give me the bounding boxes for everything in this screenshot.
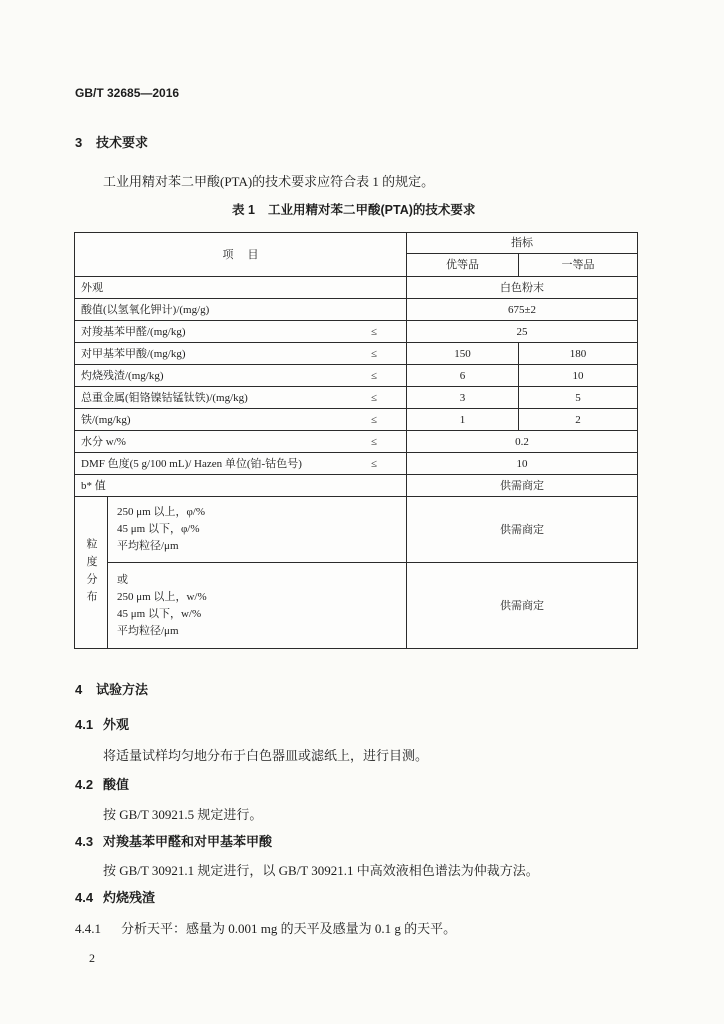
section-4-number: 4 xyxy=(75,682,83,697)
particle-size-line: 45 μm 以下，φ/% xyxy=(117,523,200,535)
item-cell xyxy=(75,453,407,475)
particle-size-items-cell xyxy=(108,497,407,563)
table-row-b-value xyxy=(75,475,638,497)
value-superior: 1 xyxy=(459,413,466,426)
value-superior-cell xyxy=(407,387,519,409)
value-cell xyxy=(407,321,638,343)
value-merged: 供需商定 xyxy=(500,479,544,492)
value-superior: 3 xyxy=(459,391,466,404)
section-4-title: 试验方法 xyxy=(96,682,149,697)
value-merged: 25 xyxy=(516,325,528,338)
value-first: 10 xyxy=(572,369,584,382)
table-row-p-toluic-acid xyxy=(75,343,638,365)
value-first: 2 xyxy=(575,413,581,426)
technical-requirements-table xyxy=(74,232,638,649)
section-3-intro: 工业用精对苯二甲酸(PTA)的技术要求应符合表 1 的规定。 xyxy=(103,174,435,189)
value-merged: 供需商定 xyxy=(500,599,544,612)
value-cell xyxy=(407,299,638,321)
standard-code: GB/T 32685—2016 xyxy=(75,86,180,100)
value-cell xyxy=(407,475,638,497)
item-name: 对甲基苯甲酸/(mg/kg) xyxy=(81,347,186,360)
value-superior-cell xyxy=(407,343,519,365)
item-name: 外观 xyxy=(81,281,103,294)
value-first-cell xyxy=(519,387,638,409)
header-item-cell xyxy=(75,233,407,277)
table-row-heavy-metals xyxy=(75,387,638,409)
clause-4-4-title: 灼烧残渣 xyxy=(103,890,156,905)
limit-symbol: ≤ xyxy=(370,347,377,360)
limit-symbol: ≤ xyxy=(370,435,377,448)
item-name: 对羧基苯甲醛/(mg/kg) xyxy=(81,325,186,338)
table-caption-number: 表 1 xyxy=(232,203,255,217)
table-row-water xyxy=(75,431,638,453)
value-cell xyxy=(407,497,638,563)
item-cell xyxy=(75,321,407,343)
table-row-dmf-color xyxy=(75,453,638,475)
value-merged: 供需商定 xyxy=(500,523,544,536)
value-first: 180 xyxy=(569,347,587,360)
value-first-cell xyxy=(519,365,638,387)
header-index-label: 指标 xyxy=(511,237,533,249)
value-superior-cell xyxy=(407,365,519,387)
table-row-particle-size-2 xyxy=(75,563,638,649)
item-name: 酸值(以氢氧化钾计)/(mg/g) xyxy=(81,303,210,316)
page-number: 2 xyxy=(89,951,95,965)
value-cell xyxy=(407,563,638,649)
clause-4-3-number: 4.3 xyxy=(75,834,94,849)
item-name: 铁/(mg/kg) xyxy=(81,413,131,426)
clause-4-1-title: 外观 xyxy=(103,717,130,732)
value-merged: 0.2 xyxy=(515,435,529,448)
limit-symbol: ≤ xyxy=(370,369,377,382)
value-merged: 白色粉末 xyxy=(500,281,544,294)
clause-4-4-1-number: 4.4.1 xyxy=(75,921,101,936)
limit-symbol: ≤ xyxy=(370,457,377,470)
table-row-4-cba xyxy=(75,321,638,343)
clause-4-3-title: 对羧基苯甲醛和对甲基苯甲酸 xyxy=(103,834,273,849)
item-name: 总重金属(钼铬镍钴锰钛铁)/(mg/kg) xyxy=(81,391,248,404)
value-superior: 6 xyxy=(459,369,466,382)
table-row-iron xyxy=(75,409,638,431)
clause-4-4-number: 4.4 xyxy=(75,890,94,905)
clause-4-2-number: 4.2 xyxy=(75,777,94,792)
value-merged: 675±2 xyxy=(507,303,537,316)
limit-symbol: ≤ xyxy=(370,391,377,404)
table-row-acid-value xyxy=(75,299,638,321)
clause-4-2-text: 按 GB/T 30921.5 规定进行。 xyxy=(103,807,263,822)
table-row-ash xyxy=(75,365,638,387)
particle-size-line: 250 μm 以上，w/% xyxy=(117,590,207,603)
item-name: 水分 w/% xyxy=(81,435,126,448)
value-first-cell xyxy=(519,409,638,431)
item-name: DMF 色度(5 g/100 mL)/ Hazen 单位(铂-钴色号) xyxy=(81,457,302,470)
clause-4-1-text: 将适量试样均匀地分布于白色器皿或滤纸上，进行目测。 xyxy=(103,748,429,763)
particle-size-line: 250 μm 以上，φ/% xyxy=(117,506,206,518)
table-row-particle-size-1 xyxy=(75,497,638,563)
header-grade-first-cell xyxy=(519,254,638,277)
header-index-cell xyxy=(407,233,638,254)
table-header-row xyxy=(75,233,638,254)
header-grade-superior-cell xyxy=(407,254,519,277)
particle-size-line: 平均粒径/μm xyxy=(117,540,179,552)
item-name: 灼烧残渣/(mg/kg) xyxy=(81,369,164,382)
item-cell xyxy=(75,409,407,431)
value-first: 5 xyxy=(575,391,581,404)
value-cell xyxy=(407,277,638,299)
value-first-cell xyxy=(519,343,638,365)
value-superior: 150 xyxy=(454,347,471,360)
value-cell xyxy=(407,453,638,475)
clause-4-4-1-text: 分析天平：感量为 0.001 mg 的天平及感量为 0.1 g 的天平。 xyxy=(121,921,457,936)
item-cell xyxy=(75,387,407,409)
header-item-label: 项目 xyxy=(222,248,273,261)
item-cell xyxy=(75,343,407,365)
value-cell xyxy=(407,431,638,453)
item-cell xyxy=(75,277,407,299)
item-cell xyxy=(75,365,407,387)
particle-size-items-cell xyxy=(108,563,407,649)
particle-size-label-cell xyxy=(75,497,108,649)
clause-4-2-title: 酸值 xyxy=(103,777,130,792)
clause-4-3-text: 按 GB/T 30921.1 规定进行，以 GB/T 30921.1 中高效液相色谱法为仲裁方法。 xyxy=(103,863,539,878)
item-cell xyxy=(75,475,407,497)
table-caption-title: 工业用精对苯二甲酸(PTA)的技术要求 xyxy=(268,203,476,217)
section-3-title: 技术要求 xyxy=(96,135,149,150)
value-merged: 10 xyxy=(516,457,528,470)
item-name: b* 值 xyxy=(81,479,106,492)
table-row-appearance xyxy=(75,277,638,299)
item-cell xyxy=(75,299,407,321)
particle-size-line: 45 μm 以下，w/% xyxy=(117,607,202,620)
limit-symbol: ≤ xyxy=(370,413,377,426)
clause-4-1-number: 4.1 xyxy=(75,717,94,732)
particle-size-line: 或 xyxy=(117,573,128,586)
header-grade-first-label: 一等品 xyxy=(561,259,595,271)
header-grade-superior-label: 优等品 xyxy=(446,259,479,271)
section-3-number: 3 xyxy=(75,135,83,150)
particle-size-line: 平均粒径/μm xyxy=(117,624,179,637)
particle-size-label: 粒度分布 xyxy=(85,537,97,608)
item-cell xyxy=(75,431,407,453)
limit-symbol: ≤ xyxy=(370,325,377,338)
value-superior-cell xyxy=(407,409,519,431)
